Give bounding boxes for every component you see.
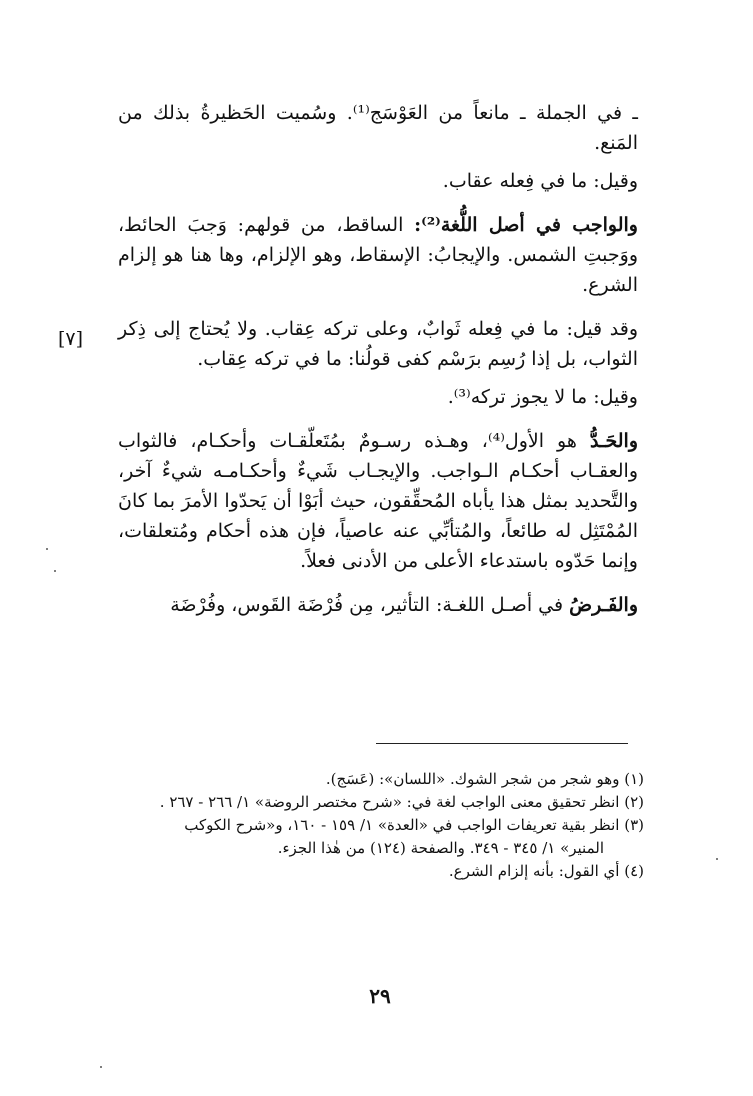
paragraph-wajib-definition: [118, 210, 638, 300]
main-text-block: [118, 98, 638, 620]
footnote-4: (٤) أي القول: بأنه إلزام الشرع.: [448, 862, 644, 880]
hadd-lead-term: والحَـدُّ: [589, 430, 639, 452]
footnote-divider: [376, 743, 628, 744]
paragraph-1: ـ في الجملة ـ مانعاً من العَوْسَج⁽¹⁾. وسُميت الحَظيرةُ بذلك من المَنع.: [118, 102, 638, 154]
wajib-definition-text: الساقط، من قولهم: وَجبَ الحائط،: [118, 214, 415, 236]
footnote-1: (١) وهو شجر من شجر الشوك. «اللسان»: (عَسَج).: [325, 770, 644, 788]
paragraph-fard: [118, 590, 638, 620]
paragraph-5: وقيل: ما لا يجوز تركه⁽³⁾.: [447, 386, 638, 408]
paragraph-3-continuation: ووَجبتِ الشمس. والإيجابُ: الإسقاط، وهو الإلزام، وها هنا هو إلزام الشرع.: [118, 244, 638, 296]
footnotes-block: [118, 768, 644, 883]
scan-speck-4: [100, 1066, 102, 1068]
hadd-text: هو الأول⁽⁴⁾، وهـذه رسـومٌ بمُتَعلّقـات وأحكـام، فالثواب والعقـاب أحكـام الـواجب. والإيجـاب شَيءٌ وأحكـامـه شيءٌ آخر، والتَّحديد بمثل هذا يأباه المُحقِّقون، حيث أبَوْا أن يَحدّوا الأمرَ بما كانَ المُمْتَثِل له طائعاً، والمُتأبِّي عنه عاصياً، فإن هذه أحكام ومُتعلقات، وإنما حَدّوه باستدعاء الأعلى من الأدنى فعلاً.: [118, 430, 638, 572]
paragraph-2: وقيل: ما في فِعله عقاب.: [442, 170, 638, 192]
wajib-lead-term: والواجب في أصل اللُّغة⁽²⁾:: [414, 214, 638, 236]
scan-speck-2: [54, 570, 56, 572]
paragraph-hadd: [118, 426, 638, 576]
footnote-3: (٣) انظر بقية تعريفات الواجب في «العدة» ١/ ١٥٩ - ١٦٠، و«شرح الكوكب: [184, 816, 644, 834]
margin-page-reference: [٧]: [58, 328, 84, 350]
paragraph-4: وقد قيل: ما في فِعله ثَوابٌ، وعلى تركه عِقاب. ولا يُحتاج إلى ذِكر الثواب، بل إذا رُسِم برَسْم كفى قولُنا: ما في تركه عِقاب.: [118, 318, 638, 370]
fard-text: في أصـل اللغـة: التأثير، مِن فُرْضَة القَوس، وفُرْضَة: [170, 594, 564, 616]
page-number: ٢٩: [369, 984, 391, 1008]
fard-lead-term: والفَـرضُ: [569, 594, 638, 616]
footnote-3-continuation: المنير» ١/ ٣٤٥ - ٣٤٩. والصفحة (١٢٤) من هٰذا الجزء.: [277, 839, 604, 857]
footnote-2: (٢) انظر تحقيق معنى الواجب لغة في: «شرح مختصر الروضة» ١/ ٢٦٦ - ٢٦٧ .: [159, 793, 644, 811]
scan-speck-3: [716, 858, 718, 860]
scan-speck-1: [46, 548, 48, 550]
